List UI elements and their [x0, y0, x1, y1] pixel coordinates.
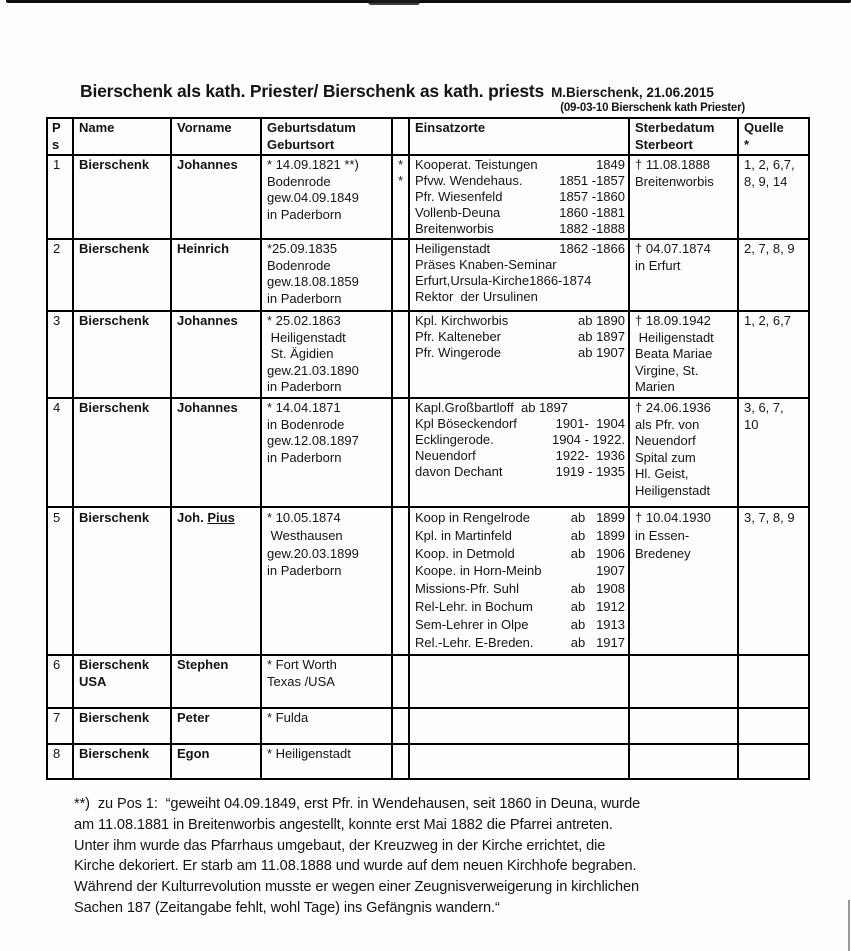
cell-name	[73, 507, 171, 655]
einsatzort-period: 1901- 1904	[555, 416, 625, 431]
cell-geburtsdatum	[261, 708, 392, 744]
header-line: Geburtsort	[267, 136, 335, 152]
geburt-line: * 25.02.1863	[267, 313, 341, 328]
footnote-line: Sachen 187 (Zeitangabe fehlt, wohl Tage) ins Gefängnis wandern.“	[74, 899, 500, 916]
footnote-marker: *	[398, 157, 404, 172]
sterbe-line: Spital zum	[635, 449, 696, 465]
einsatzort-place: Pfr. Wingerode	[415, 345, 501, 360]
einsatzort-entry	[415, 329, 625, 345]
name-line: Bierschenk	[79, 710, 150, 725]
cell-name	[73, 398, 171, 507]
column-header-ps	[47, 118, 73, 155]
cell-vorname	[171, 507, 261, 655]
einsatzort-place: Präses Knaben-Seminar	[415, 257, 557, 272]
einsatzort-place: Kooperat. Teistungen	[415, 157, 538, 172]
einsatzort-period: ab 1906	[570, 545, 625, 561]
table-row	[47, 708, 809, 744]
cell-einsatzorte	[409, 398, 629, 507]
ps-number: 1	[53, 157, 61, 172]
table-row	[47, 239, 809, 311]
geburt-line: in Paderborn	[267, 206, 342, 222]
vorname-text: Joh.	[177, 510, 208, 525]
cell-geburtsdatum	[261, 655, 392, 708]
vorname-underlined: Pius	[207, 510, 235, 525]
cell-geburtsdatum	[261, 744, 392, 779]
header-line: Sterbedatum	[635, 120, 715, 135]
geburt-line: St. Ägidien	[267, 346, 334, 361]
ps-number: 6	[53, 657, 61, 672]
scan-smudge	[368, 0, 420, 5]
cell-asterisk	[392, 398, 409, 507]
vorname-line	[177, 710, 257, 727]
cell-sterbedatum	[629, 507, 738, 655]
sterbe-line: Heiligenstadt	[635, 329, 714, 345]
cell-name	[73, 239, 171, 311]
table-row	[47, 507, 809, 655]
cell-vorname	[171, 708, 261, 744]
cell-quelle	[738, 655, 809, 708]
einsatzort-period: 1919 - 1935	[555, 464, 625, 479]
cell-name	[73, 311, 171, 398]
einsatzort-entry	[415, 598, 625, 616]
header-line: Name	[79, 120, 115, 135]
cell-geburtsdatum	[261, 239, 392, 311]
cell-einsatzorte	[409, 155, 629, 239]
einsatzort-place: Breitenworbis	[415, 221, 494, 236]
table-row	[47, 398, 809, 507]
einsatzort-period: ab 1908	[570, 581, 625, 597]
cell-asterisk	[392, 744, 409, 779]
geburt-line: Bodenrode	[267, 173, 331, 189]
quelle-line: 1, 2, 6,7	[744, 313, 791, 328]
einsatzort-entry	[415, 432, 625, 448]
cell-einsatzorte	[409, 708, 629, 744]
einsatzort-entry	[415, 616, 625, 634]
footnote-marker: *	[398, 173, 404, 188]
geburt-line: * Fort Worth	[267, 657, 337, 672]
cell-einsatzorte	[409, 655, 629, 708]
ps-number: 4	[53, 400, 61, 415]
einsatzort-period: 1904 - 1922.	[551, 432, 625, 447]
file-reference: (09-03-10 Bierschenk kath Priester)	[560, 102, 745, 114]
vorname-line	[177, 657, 257, 674]
quelle-line: 3, 7, 8, 9	[744, 510, 795, 525]
geburt-line: Bodenrode	[267, 257, 331, 273]
cell-ps	[47, 507, 73, 655]
ps-number: 5	[53, 510, 61, 525]
einsatzort-entry	[415, 257, 625, 273]
title-line	[80, 81, 714, 102]
geburt-line: gew.04.09.1849	[267, 190, 359, 205]
einsatzort-entry	[415, 580, 625, 598]
header-line: Vorname	[177, 120, 232, 135]
vorname-text: Stephen	[177, 657, 229, 672]
einsatzort-place: Kpl. Kirchworbis	[415, 313, 509, 328]
cell-sterbedatum	[629, 239, 738, 311]
einsatzort-entry	[415, 509, 625, 527]
einsatzort-place: Ecklingerode.	[415, 432, 494, 447]
sterbe-line: Hl. Geist,	[635, 466, 689, 481]
cell-vorname	[171, 155, 261, 239]
einsatzort-entry	[415, 416, 625, 432]
einsatzort-place: Heiligenstadt	[415, 241, 491, 256]
einsatzort-place: Koope. in Horn-Meinb	[415, 563, 542, 579]
einsatzort-period: 1857 -1860	[559, 189, 625, 204]
footnote-line: Während der Kulturrevolution musste er wegen einer Zeugnisverweigerung in kirchlichen	[74, 879, 640, 896]
cell-quelle	[738, 239, 809, 311]
name-line: Bierschenk	[79, 157, 150, 172]
quelle-line: 1, 2, 6,7,	[744, 157, 795, 172]
einsatzort-entry	[415, 173, 625, 189]
cell-sterbedatum	[629, 708, 738, 744]
sterbe-line: † 11.08.1888	[635, 157, 710, 172]
geburt-line: * 14.04.1871	[267, 400, 341, 415]
vorname-line	[177, 746, 257, 763]
cell-vorname	[171, 239, 261, 311]
cell-vorname	[171, 398, 261, 507]
cell-name	[73, 155, 171, 239]
cell-ps	[47, 708, 73, 744]
table-header	[47, 118, 809, 155]
einsatzort-period: ab 1917	[570, 634, 625, 650]
einsatzort-place: Pfvw. Wendehaus.	[415, 173, 523, 188]
einsatzort-place: Sem-Lehrer in Olpe	[415, 616, 529, 632]
cell-sterbedatum	[629, 155, 738, 239]
footnote-text	[74, 794, 810, 919]
cell-ps	[47, 655, 73, 708]
einsatzort-entry	[415, 205, 625, 221]
name-line: Bierschenk	[79, 241, 150, 256]
quelle-line: 3, 6, 7,	[744, 400, 784, 415]
cell-sterbedatum	[629, 655, 738, 708]
name-line: Bierschenk	[79, 510, 150, 525]
column-header-sterbedatum	[629, 118, 738, 155]
header-row	[47, 118, 809, 155]
geburt-line: * 14.09.1821 **)	[267, 157, 359, 172]
geburt-line: gew.12.08.1897	[267, 433, 359, 448]
footnote-line: **) zu Pos 1: “geweiht 04.09.1849, erst Pfr. in Wendehausen, seit 1860 in Deuna, wurde	[74, 796, 641, 812]
quelle-line: 2, 7, 8, 9	[744, 241, 795, 256]
cell-asterisk	[392, 155, 409, 239]
geburt-line: Texas /USA	[267, 673, 335, 689]
cell-asterisk	[392, 655, 409, 708]
footnote-line: Unter ihm wurde das Pfarrhaus umgebaut, der Kreuzweg in der Kirche errichtet, die	[74, 837, 606, 854]
vorname-text: Peter	[177, 710, 210, 725]
column-header-einsatzorte	[409, 118, 629, 155]
sterbe-line: Breitenworbis	[635, 173, 714, 189]
einsatzort-place: Pfr. Kalteneber	[415, 329, 501, 344]
einsatzort-entry	[415, 527, 625, 545]
header-line: Geburtsdatum	[267, 120, 356, 135]
cell-asterisk	[392, 311, 409, 398]
cell-einsatzorte	[409, 507, 629, 655]
table-row	[47, 655, 809, 708]
einsatzort-entry	[415, 289, 625, 305]
header-line: *	[744, 136, 750, 152]
table-row	[47, 311, 809, 398]
einsatzort-period: 1862 -1866	[559, 241, 625, 256]
name-line: Bierschenk	[79, 400, 150, 415]
ps-number: 8	[53, 746, 61, 761]
cell-quelle	[738, 311, 809, 398]
column-header-vorname	[171, 118, 261, 155]
vorname-line	[177, 157, 257, 174]
priests-table	[46, 117, 810, 780]
einsatzort-place: Pfr. Wiesenfeld	[415, 189, 503, 204]
header-line: Einsatzorte	[415, 120, 486, 135]
cell-sterbedatum	[629, 311, 738, 398]
cell-sterbedatum	[629, 744, 738, 779]
einsatzort-period: 1849	[596, 157, 625, 172]
sterbe-line: Neuendorf	[635, 433, 696, 448]
einsatzort-period: 1922- 1936	[555, 448, 625, 463]
einsatzort-entry	[415, 400, 625, 416]
einsatzort-entry	[415, 448, 625, 464]
cell-name	[73, 708, 171, 744]
ps-number: 3	[53, 313, 61, 328]
cell-quelle	[738, 398, 809, 507]
sterbe-line: als Pfr. von	[635, 416, 700, 432]
einsatzort-place: Kapl.Großbartloff ab 1897	[415, 400, 568, 415]
name-line: Bierschenk	[79, 657, 150, 672]
cell-vorname	[171, 744, 261, 779]
ps-number: 7	[53, 710, 61, 725]
cell-ps	[47, 398, 73, 507]
cell-sterbedatum	[629, 398, 738, 507]
author-date: M.Bierschenk, 21.06.2015	[551, 85, 714, 100]
einsatzort-entry	[415, 313, 625, 329]
geburt-line: gew.18.08.1859	[267, 274, 359, 289]
sterbe-line: Marien	[635, 379, 675, 394]
table-row	[47, 155, 809, 239]
geburt-line: in Bodenrode	[267, 416, 345, 432]
einsatzort-period: 1860 -1881	[559, 205, 625, 220]
einsatzort-entry	[415, 273, 625, 289]
column-header-geburtsdatum	[261, 118, 392, 155]
vorname-text: Johannes	[177, 157, 238, 172]
geburt-line: * 10.05.1874	[267, 510, 341, 525]
name-line: Bierschenk	[79, 313, 150, 328]
header-line: s	[52, 136, 60, 152]
cell-ps	[47, 311, 73, 398]
einsatzort-place: Neuendorf	[415, 448, 476, 463]
geburt-line: gew.21.03.1890	[267, 362, 359, 378]
einsatzort-entry	[415, 189, 625, 205]
einsatzort-entry	[415, 241, 625, 257]
geburt-line: Westhausen	[267, 527, 343, 543]
header-line: P	[52, 120, 61, 135]
cell-vorname	[171, 311, 261, 398]
cell-quelle	[738, 708, 809, 744]
cell-name	[73, 744, 171, 779]
header-line: Sterbeort	[635, 136, 693, 152]
einsatzort-place: Rektor der Ursulinen	[415, 289, 538, 304]
einsatzort-entry	[415, 464, 625, 480]
table-row	[47, 744, 809, 779]
cell-quelle	[738, 744, 809, 779]
document-title: Bierschenk als kath. Priester/ Bierschenk as kath. priests	[80, 81, 545, 101]
header-line: Quelle	[744, 120, 784, 135]
einsatzort-place: Koop in Rengelrode	[415, 510, 530, 525]
cell-asterisk	[392, 239, 409, 311]
sterbe-line: in Essen-	[635, 527, 690, 543]
einsatzort-place: Erfurt,Ursula-Kirche1866-1874	[415, 273, 592, 288]
cell-quelle	[738, 507, 809, 655]
cell-einsatzorte	[409, 239, 629, 311]
table-body	[47, 155, 809, 779]
vorname-line	[177, 509, 257, 527]
einsatzort-entry	[415, 634, 625, 652]
geburt-line: in Paderborn	[267, 290, 342, 306]
vorname-line	[177, 313, 257, 330]
cell-geburtsdatum	[261, 398, 392, 507]
cell-asterisk	[392, 708, 409, 744]
quelle-line: 8, 9, 14	[744, 173, 788, 189]
vorname-text: Heinrich	[177, 241, 230, 256]
geburt-line: *25.09.1835	[267, 241, 338, 256]
sterbe-line: † 04.07.1874	[635, 241, 711, 256]
einsatzort-place: davon Dechant	[415, 464, 503, 479]
sterbe-line: † 18.09.1942	[635, 313, 711, 328]
einsatzort-place: Kpl. in Martinfeld	[415, 527, 512, 543]
geburt-line: in Paderborn	[267, 563, 342, 579]
name-line: USA	[79, 673, 107, 689]
geburt-line: gew.20.03.1899	[267, 545, 359, 561]
cell-ps	[47, 155, 73, 239]
geburt-line: in Paderborn	[267, 379, 342, 394]
einsatzort-period: ab 1899	[570, 510, 625, 525]
sterbe-line: Bredeney	[635, 545, 691, 561]
einsatzort-entry	[415, 562, 625, 580]
scan-edge-top	[6, 0, 851, 3]
einsatzort-period: ab 1907	[578, 345, 625, 360]
cell-ps	[47, 239, 73, 311]
sterbe-line: Virgine, St.	[635, 362, 699, 378]
sterbe-line: † 24.06.1936	[635, 400, 711, 415]
column-header-quelle	[738, 118, 809, 155]
cell-ps	[47, 744, 73, 779]
footnote-line: am 11.08.1881 in Breitenworbis angestellt, konnte erst Mai 1882 die Pfarrei antreten.	[74, 816, 613, 833]
einsatzort-period: ab 1897	[578, 329, 625, 344]
einsatzort-entry	[415, 545, 625, 563]
geburt-line: in Paderborn	[267, 449, 342, 465]
ps-number: 2	[53, 241, 61, 256]
einsatzort-place: Rel.-Lehr. E-Breden.	[415, 634, 534, 650]
einsatzort-entry	[415, 345, 625, 361]
footnote-line: Kirche dekoriert. Er starb am 11.08.1888 und wurde auf dem neuen Kirchhofe begraben.	[74, 858, 637, 875]
cell-einsatzorte	[409, 311, 629, 398]
sterbe-line: in Erfurt	[635, 257, 681, 273]
einsatzort-place: Koop. in Detmold	[415, 545, 515, 561]
cell-quelle	[738, 155, 809, 239]
einsatzort-period: ab 1913	[570, 616, 625, 632]
geburt-line: * Heiligenstadt	[267, 746, 351, 761]
sterbe-line: † 10.04.1930	[635, 510, 711, 525]
cell-vorname	[171, 655, 261, 708]
einsatzort-period: ab 1890	[578, 313, 625, 328]
cell-geburtsdatum	[261, 155, 392, 239]
vorname-text: Egon	[177, 746, 210, 761]
vorname-text: Johannes	[177, 313, 238, 328]
sterbe-line: Heiligenstadt	[635, 482, 711, 498]
column-header-name	[73, 118, 171, 155]
cell-geburtsdatum	[261, 311, 392, 398]
name-line: Bierschenk	[79, 746, 150, 761]
einsatzort-place: Vollenb-Deuna	[415, 205, 501, 220]
einsatzort-period: 1882 -1888	[559, 221, 625, 236]
cell-geburtsdatum	[261, 507, 392, 655]
einsatzort-place: Missions-Pfr. Suhl	[415, 581, 520, 597]
vorname-text: Johannes	[177, 400, 238, 415]
einsatzort-period: 1907	[596, 563, 625, 579]
cell-einsatzorte	[409, 744, 629, 779]
cell-name	[73, 655, 171, 708]
sterbe-line: Beata Mariae	[635, 346, 713, 361]
einsatzort-period: ab 1912	[570, 598, 625, 614]
einsatzort-place: Rel-Lehr. in Bochum	[415, 598, 533, 614]
einsatzort-entry	[415, 221, 625, 237]
quelle-line: 10	[744, 416, 759, 432]
vorname-line	[177, 241, 257, 258]
scan-edge-right	[848, 900, 850, 951]
einsatzort-entry	[415, 157, 625, 173]
cell-asterisk	[392, 507, 409, 655]
geburt-line: * Fulda	[267, 710, 309, 725]
einsatzort-period: 1851 -1857	[559, 173, 625, 188]
vorname-line	[177, 400, 257, 417]
einsatzort-place: Kpl Böseckendorf	[415, 416, 517, 431]
einsatzort-period: ab 1899	[570, 527, 625, 543]
column-header-asterisk	[392, 118, 409, 155]
geburt-line: Heiligenstadt	[267, 329, 346, 345]
